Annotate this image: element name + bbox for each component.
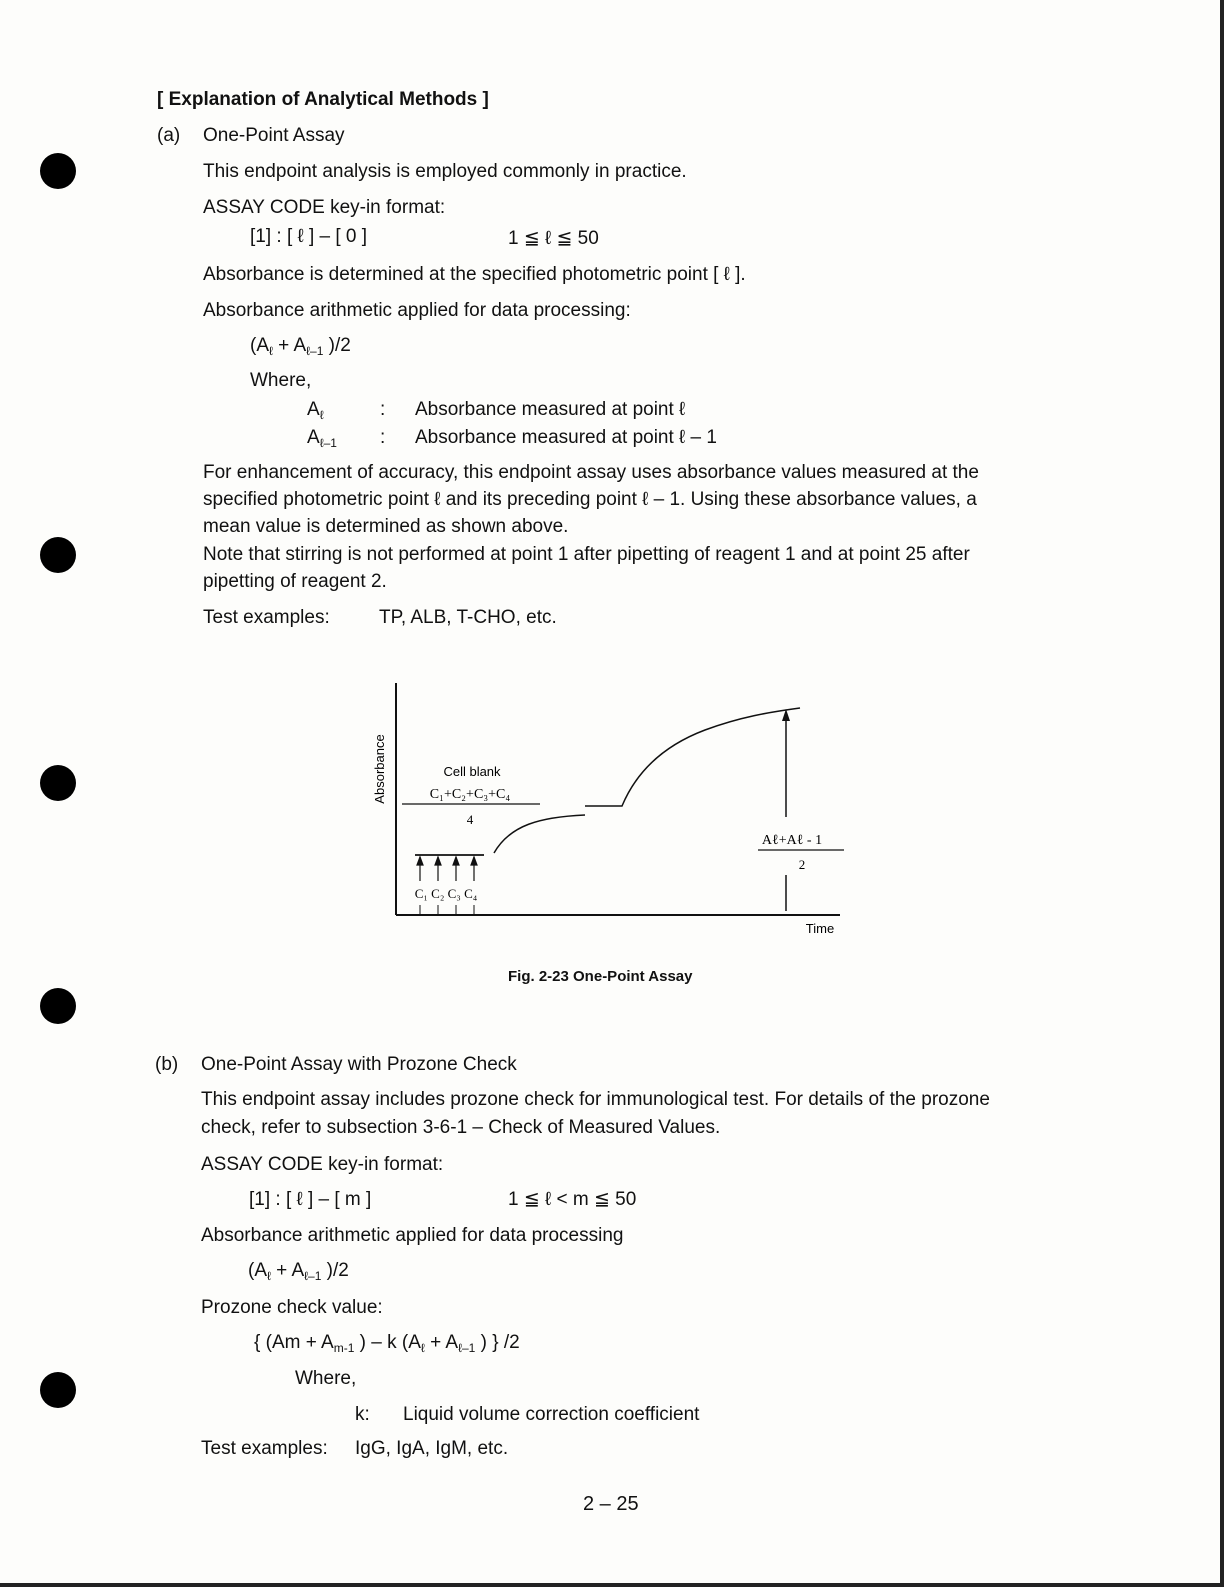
section-b-code-label: ASSAY CODE key-in format: xyxy=(201,1154,444,1175)
prozone-formula: { ($Am + A_{m-1}$ ) – k ($A_\ell + A_{\ell-1}$ ) } /2 xyxy=(254,1332,520,1355)
binder-hole xyxy=(40,153,76,189)
section-a-arith-label: Absorbance arithmetic applied for data processing: xyxy=(203,300,631,321)
section-a-abs-point: Absorbance is determined at the specified photometric point [ ℓ ]. xyxy=(203,264,746,285)
section-b-code-range: 1 ≦ ℓ < m ≦ 50 xyxy=(508,1189,637,1210)
section-b-title: One-Point Assay with Prozone Check xyxy=(201,1054,517,1075)
curve-blank-rise xyxy=(494,815,585,853)
figure-caption: Fig. 2-23 One-Point Assay xyxy=(508,968,693,985)
def1-colon: : xyxy=(380,399,386,420)
binder-hole xyxy=(40,765,76,801)
binder-hole xyxy=(40,537,76,573)
section-a-test-values: TP, ALB, T-CHO, etc. xyxy=(379,607,557,628)
para2-line2: pipetting of reagent 2. xyxy=(203,571,387,592)
section-a-label: (a) xyxy=(157,125,181,146)
section-b-intro-line2: check, refer to subsection 3-6-1 – Check of Measured Values. xyxy=(201,1117,721,1138)
section-a-code-label: ASSAY CODE key-in format: xyxy=(203,197,446,218)
y-axis-label: Absorbance xyxy=(372,734,387,804)
para2-line1: Note that stirring is not performed at point 1 after pipetting of reagent 1 and at point 25 after xyxy=(203,544,970,565)
para1-line2: specified photometric point ℓ and its preceding point ℓ – 1. Using these absorbance values, a xyxy=(203,489,977,510)
page-heading: [ Explanation of Analytical Methods ] xyxy=(157,89,489,110)
section-b-formula: ($A_\ell + A_{\ell-1}$ )/2 xyxy=(248,1260,349,1283)
def1-text: Absorbance measured at point ℓ xyxy=(415,399,686,420)
curve-reaction xyxy=(585,708,800,806)
def1-symbol: $A_\ell$ xyxy=(307,399,324,422)
section-a-title: One-Point Assay xyxy=(203,125,345,146)
section-a-where: Where, xyxy=(250,370,312,391)
x-axis-label: Time xyxy=(805,921,835,936)
blank-points-label: C₁ C₂ C₃ C₄ xyxy=(414,886,478,901)
one-point-assay-chart xyxy=(360,675,860,945)
section-a-test-label: Test examples: xyxy=(203,607,330,628)
k-symbol: k: xyxy=(355,1404,370,1425)
cell-blank-numerator: C₁+C₂+C₃+C₄ xyxy=(429,787,511,802)
result-denominator: 2 xyxy=(798,857,806,872)
blank-ticks xyxy=(420,905,474,915)
section-b-test-label: Test examples: xyxy=(201,1438,328,1459)
section-a-intro: This endpoint analysis is employed commonly in practice. xyxy=(203,161,687,182)
para1-line1: For enhancement of accuracy, this endpoint assay uses absorbance values measured at the xyxy=(203,462,979,483)
cell-blank-denominator: 4 xyxy=(466,812,474,827)
result-numerator: Aℓ+Aℓ - 1 xyxy=(761,833,823,848)
section-b-code-format: [1] : [ ℓ ] – [ m ] xyxy=(249,1189,372,1210)
k-definition: Liquid volume correction coefficient xyxy=(403,1404,700,1425)
binder-hole xyxy=(40,988,76,1024)
section-a-formula: ($A_\ell + A_{\ell-1}$ )/2 xyxy=(250,335,351,358)
binder-hole xyxy=(40,1372,76,1408)
section-a-code-format: [1] : [ ℓ ] – [ 0 ] xyxy=(250,226,368,247)
page-edge xyxy=(0,1583,1224,1587)
prozone-label: Prozone check value: xyxy=(201,1297,383,1318)
section-b-label: (b) xyxy=(155,1054,179,1075)
section-b-arith-label: Absorbance arithmetic applied for data processing xyxy=(201,1225,624,1246)
def2-symbol: $A_{\ell-1}$ xyxy=(307,427,337,450)
section-b-intro-line1: This endpoint assay includes prozone check for immunological test. For details of the prozone xyxy=(201,1089,990,1110)
cell-blank-label: Cell blank xyxy=(443,764,501,779)
def2-colon: : xyxy=(380,427,386,448)
section-a-code-range: 1 ≦ ℓ ≦ 50 xyxy=(508,228,599,249)
section-b-test-values: IgG, IgA, IgM, etc. xyxy=(355,1438,509,1459)
page-number: 2 – 25 xyxy=(583,1493,639,1515)
page-edge xyxy=(1220,0,1224,1587)
def2-text: Absorbance measured at point ℓ – 1 xyxy=(415,427,717,448)
para1-line3: mean value is determined as shown above. xyxy=(203,516,569,537)
section-b-where: Where, xyxy=(295,1368,357,1389)
blank-arrows xyxy=(417,857,477,881)
